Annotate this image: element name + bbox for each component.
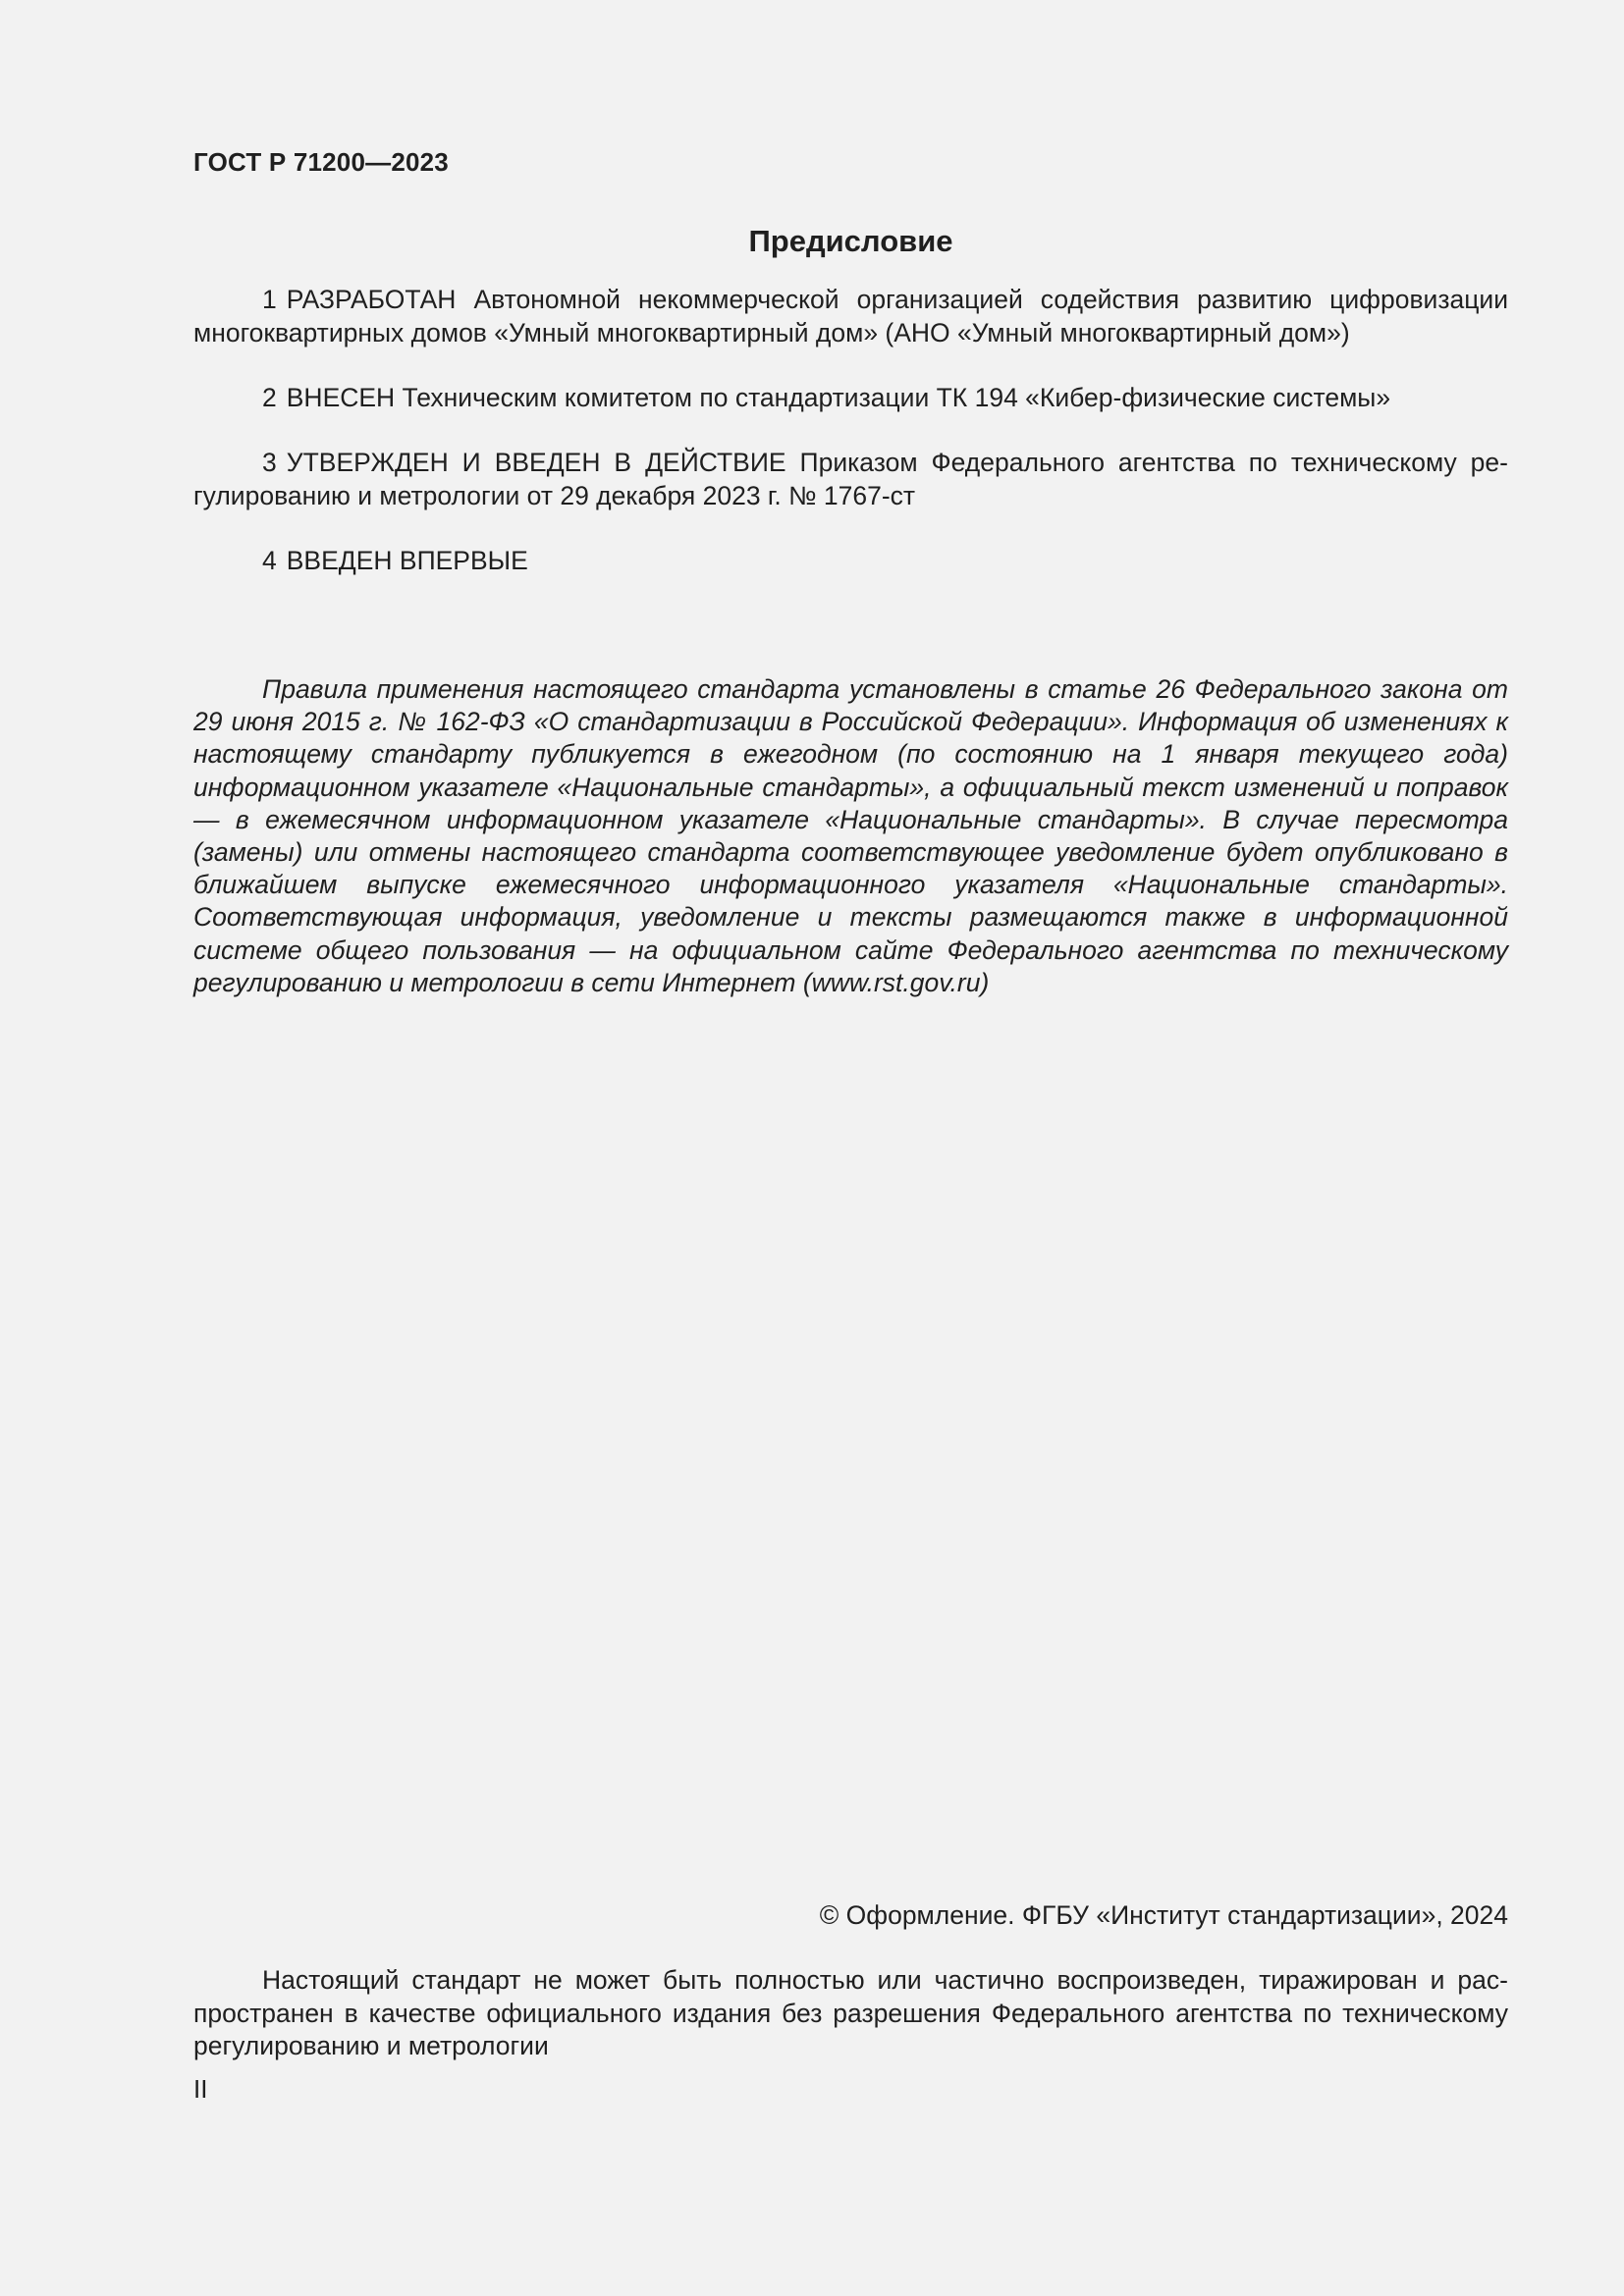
item-number: 4 (262, 546, 277, 575)
foreword-item-1 (193, 283, 1508, 349)
item-text: ВВЕДЕН ВПЕРВЫЕ (286, 546, 528, 575)
foreword-item-2 (193, 381, 1508, 414)
item-text: ВНЕСЕН Техническим комитетом по стандартизации ТК 194 «Кибер-физические системы» (286, 383, 1391, 412)
copyright-line: © Оформление. ФГБУ «Институт стандартизации», 2024 (819, 1900, 1508, 1930)
foreword-item-4 (193, 544, 1508, 577)
document-code: ГОСТ Р 71200—2023 (193, 147, 449, 177)
page-number: II (193, 2074, 208, 2104)
item-number: 1 (262, 285, 277, 314)
application-rules-paragraph: Правила применения настоящего стандарта установлены в статье 26 Федерального закона от 29 июня 2015 г. № 162-ФЗ «О стандартизации в Российской Федерации». Информация об изменениях к настоящему стандарту публикуется в ежегодном (по состоянию на 1 января текущего года) информационном указателе «Национальные стандарты», а официальный текст изменений и поправок — в ежемесячном информационном указателе «Национальные стандарты». В случае пересмотра (замены) или отмены настоящего стандарта соответствующее уведомление будет опубликовано в ближайшем выпуске ежемесячного информационного указателя «Национальные стандарты». Соответствующая информация, уведомление и тексты размещаются также в информационной системе общего пользования — на официальном сайте Федерального агентства по техническому регулированию и метрологии в сети Интернет (www.rst.gov.ru) (193, 674, 1508, 997)
foreword-item-3 (193, 446, 1508, 512)
reproduction-notice: Настоящий стандарт не может быть полностью или частично воспроизведен, тиражирован и распространен в качестве официального издания без разрешения Федерального агентства по техническому регулированию и метрологии (193, 1965, 1508, 2060)
page-title: Предисловие (748, 224, 953, 258)
foreword-items (193, 283, 1508, 609)
item-text: УТВЕРЖДЕН И ВВЕДЕН В ДЕЙСТВИЕ Приказом Федерального агентства по техническому регулированию и метрологии от 29 декабря 2023 г. № 1767-ст (193, 448, 1508, 510)
item-number: 2 (262, 383, 277, 412)
item-text: РАЗРАБОТАН Автономной некоммерческой организацией содействия развитию цифровизации многоквартирных домов «Умный многоквартирный дом» (АНО «Умный многоквартирный дом») (193, 285, 1508, 347)
item-number: 3 (262, 448, 277, 477)
